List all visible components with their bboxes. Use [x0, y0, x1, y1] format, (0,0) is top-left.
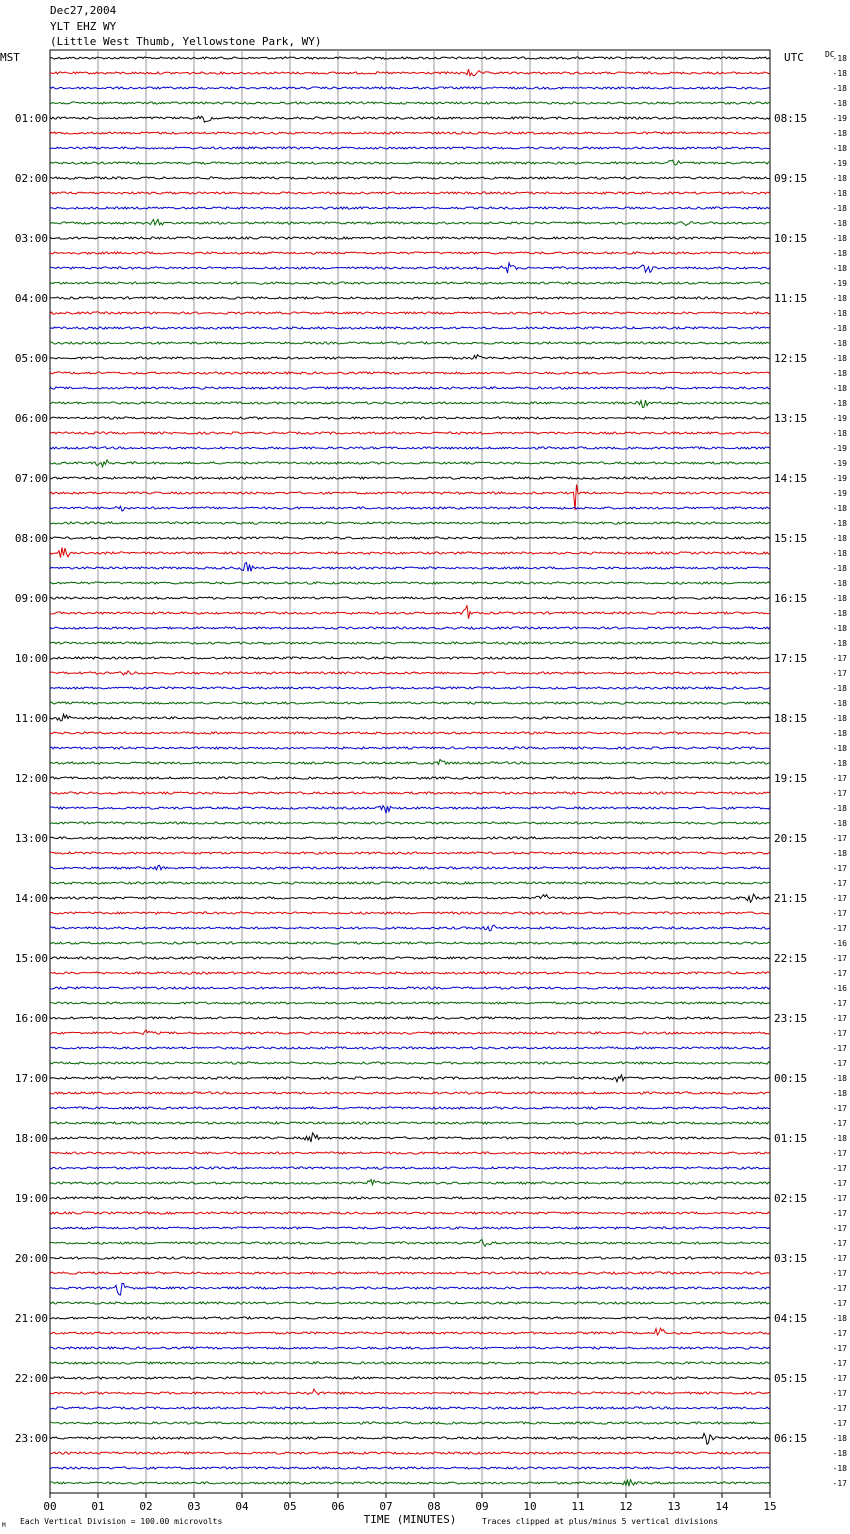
mst-hour-label: 10:00 — [14, 652, 48, 665]
seismic-trace — [50, 942, 770, 944]
seismic-trace — [50, 605, 770, 618]
dc-offset-label: -17 — [832, 1209, 847, 1218]
mst-hour-label: 15:00 — [14, 952, 48, 965]
seismic-trace — [50, 792, 770, 794]
x-tick-label: 06 — [331, 1500, 345, 1513]
seismic-trace — [50, 837, 770, 839]
seismic-trace — [50, 263, 770, 273]
seismic-trace — [50, 160, 770, 165]
seismic-trace — [50, 132, 770, 134]
seismic-trace — [50, 1389, 770, 1395]
seismic-trace — [50, 252, 770, 254]
seismic-trace — [50, 219, 770, 225]
dc-offset-label: -17 — [832, 1029, 847, 1038]
clip-note: Traces clipped at plus/minus 5 vertical divisions — [482, 1517, 719, 1526]
x-tick-label: 00 — [43, 1500, 57, 1513]
dc-offset-label: -18 — [832, 429, 847, 438]
mst-hour-label: 01:00 — [14, 112, 48, 125]
x-tick-label: 14 — [715, 1500, 729, 1513]
seismic-trace — [50, 355, 770, 360]
x-tick-label: 03 — [187, 1500, 201, 1513]
seismic-trace — [50, 563, 770, 572]
utc-hour-label: 20:15 — [774, 832, 808, 845]
seismic-trace — [50, 484, 770, 510]
seismic-trace — [50, 237, 770, 239]
seismic-trace — [50, 537, 770, 539]
utc-hour-label: 11:15 — [774, 292, 808, 305]
mst-hour-label: 08:00 — [14, 532, 48, 545]
seismic-trace — [50, 1107, 770, 1109]
mst-hour-label: 05:00 — [14, 352, 48, 365]
dc-offset-label: -18 — [832, 294, 847, 303]
x-tick-label: 09 — [475, 1500, 489, 1513]
seismic-trace — [50, 957, 770, 959]
seismic-trace — [50, 1272, 770, 1274]
dc-offset-label: -18 — [832, 1074, 847, 1083]
dc-offset-label: -17 — [832, 909, 847, 918]
dc-offset-label: -18 — [832, 354, 847, 363]
x-tick-label: 08 — [427, 1500, 441, 1513]
seismic-trace — [50, 207, 770, 209]
seismic-trace — [50, 1362, 770, 1364]
dc-offset-label: -19 — [832, 474, 847, 483]
utc-hour-label: 16:15 — [774, 592, 808, 605]
dc-offset-label: -17 — [832, 864, 847, 873]
mst-hour-label: 20:00 — [14, 1252, 48, 1265]
dc-offset-label: -17 — [832, 894, 847, 903]
seismic-trace — [50, 1433, 770, 1444]
dc-offset-label: -17 — [832, 1479, 847, 1488]
utc-hour-label: 09:15 — [774, 172, 808, 185]
mst-hour-label: 23:00 — [14, 1432, 48, 1445]
x-tick-label: 04 — [235, 1500, 249, 1513]
dc-offset-label: -17 — [832, 1239, 847, 1248]
dc-offset-label: -19 — [832, 114, 847, 123]
mst-hour-label: 17:00 — [14, 1072, 48, 1085]
x-tick-label: 15 — [763, 1500, 777, 1513]
x-tick-label: 05 — [283, 1500, 297, 1513]
seismic-trace — [50, 642, 770, 644]
seismic-trace — [50, 1480, 770, 1487]
dc-offset-label: -18 — [832, 1434, 847, 1443]
seismic-trace — [50, 1407, 770, 1409]
seismic-trace — [50, 57, 770, 59]
seismic-trace — [50, 912, 770, 914]
x-tick-label: 01 — [91, 1500, 105, 1513]
dc-offset-label: -17 — [832, 1104, 847, 1113]
seismic-trace — [50, 747, 770, 749]
utc-hour-label: 13:15 — [774, 412, 808, 425]
mst-hour-label: 13:00 — [14, 832, 48, 845]
dc-offset-label: -17 — [832, 1359, 847, 1368]
seismic-trace — [50, 1328, 770, 1335]
dc-offset-label: -18 — [832, 99, 847, 108]
dc-offset-label: -18 — [832, 339, 847, 348]
dc-offset-label: -18 — [832, 1449, 847, 1458]
dc-offset-label: -18 — [832, 714, 847, 723]
dc-offset-label: -17 — [832, 1014, 847, 1023]
dc-offset-label: -17 — [832, 924, 847, 933]
dc-offset-label: -17 — [832, 1059, 847, 1068]
dc-offset-label: -17 — [832, 1284, 847, 1293]
seismic-trace — [50, 87, 770, 89]
seismic-trace — [50, 806, 770, 814]
mst-hour-label: 16:00 — [14, 1012, 48, 1025]
dc-offset-label: -18 — [832, 534, 847, 543]
dc-offset-label: -19 — [832, 444, 847, 453]
seismic-trace — [50, 597, 770, 599]
dc-offset-label: -18 — [832, 1134, 847, 1143]
seismic-trace — [50, 1452, 770, 1454]
dc-offset-label: -17 — [832, 969, 847, 978]
seismic-trace — [50, 1240, 770, 1247]
seismic-trace — [50, 657, 770, 659]
seismic-trace — [50, 147, 770, 149]
dc-offset-label: -17 — [832, 999, 847, 1008]
dc-offset-label: -17 — [832, 1299, 847, 1308]
dc-offset-label: -19 — [832, 489, 847, 498]
seismic-trace — [50, 522, 770, 524]
mst-axis-title: MST — [0, 51, 20, 64]
dc-offset-label: -18 — [832, 1314, 847, 1323]
dc-offset-label: -17 — [832, 789, 847, 798]
utc-hour-label: 03:15 — [774, 1252, 808, 1265]
dc-offset-label: -19 — [832, 459, 847, 468]
seismic-trace — [50, 852, 770, 854]
dc-offset-label: -18 — [832, 204, 847, 213]
utc-hour-label: 12:15 — [774, 352, 808, 365]
dc-offset-label: -18 — [832, 324, 847, 333]
seismic-trace — [50, 777, 770, 779]
seismic-trace — [50, 400, 770, 407]
dc-offset-label: -18 — [832, 744, 847, 753]
seismic-trace — [50, 1302, 770, 1304]
seismic-trace — [50, 865, 770, 870]
dc-offset-label: -18 — [832, 249, 847, 258]
dc-offset-label: -17 — [832, 669, 847, 678]
dc-offset-label: -18 — [832, 594, 847, 603]
dc-offset-label: -17 — [832, 1374, 847, 1383]
scale-note: Each Vertical Division = 100.00 microvolts — [20, 1517, 223, 1526]
mst-hour-label: 11:00 — [14, 712, 48, 725]
seismic-trace — [50, 1257, 770, 1259]
dc-offset-label: -17 — [832, 1164, 847, 1173]
utc-hour-label: 06:15 — [774, 1432, 808, 1445]
dc-offset-label: -18 — [832, 234, 847, 243]
dc-offset-label: -18 — [832, 804, 847, 813]
x-tick-label: 11 — [571, 1500, 585, 1513]
dc-offset-label: -17 — [832, 1404, 847, 1413]
dc-offset-label: -18 — [832, 384, 847, 393]
x-tick-label: 02 — [139, 1500, 153, 1513]
dc-offset-label: -17 — [832, 774, 847, 783]
dc-offset-label: -18 — [832, 519, 847, 528]
utc-hour-label: 01:15 — [774, 1132, 808, 1145]
seismic-trace — [50, 627, 770, 629]
seismic-trace — [50, 327, 770, 329]
utc-hour-label: 19:15 — [774, 772, 808, 785]
seismic-trace — [50, 387, 770, 389]
mst-hour-label: 18:00 — [14, 1132, 48, 1145]
seismic-trace — [50, 1467, 770, 1469]
dc-offset-label: -18 — [832, 54, 847, 63]
dc-offset-label: -17 — [832, 954, 847, 963]
dc-offset-label: -18 — [832, 309, 847, 318]
dc-offset-label: -18 — [832, 564, 847, 573]
dc-offset-label: -18 — [832, 189, 847, 198]
utc-hour-label: 15:15 — [774, 532, 808, 545]
dc-offset-label: -18 — [832, 819, 847, 828]
seismic-trace — [50, 506, 770, 511]
dc-offset-label: -18 — [832, 1464, 847, 1473]
dc-offset-label: -16 — [832, 984, 847, 993]
dc-offset-label: -18 — [832, 129, 847, 138]
dc-offset-label: -18 — [832, 69, 847, 78]
dc-offset-label: -18 — [832, 144, 847, 153]
seismic-trace — [50, 477, 770, 479]
seismic-trace — [50, 1179, 770, 1184]
mst-hour-label: 02:00 — [14, 172, 48, 185]
mst-hour-label: 14:00 — [14, 892, 48, 905]
seismic-trace — [50, 972, 770, 974]
seismic-trace — [50, 1002, 770, 1004]
seismic-trace — [50, 925, 770, 931]
dc-offset-label: -17 — [832, 654, 847, 663]
seismic-trace — [50, 192, 770, 194]
seismic-trace — [50, 894, 770, 902]
utc-hour-label: 05:15 — [774, 1372, 808, 1385]
seismic-trace — [50, 297, 770, 299]
dc-offset-label: -18 — [832, 729, 847, 738]
seismic-trace — [50, 1133, 770, 1142]
dc-offset-label: -17 — [832, 1179, 847, 1188]
dc-offset-label: -18 — [832, 624, 847, 633]
utc-hour-label: 04:15 — [774, 1312, 808, 1325]
seismic-trace — [50, 1122, 770, 1124]
seismic-trace — [50, 1347, 770, 1349]
dc-offset-label: -17 — [832, 834, 847, 843]
seismic-trace — [50, 1017, 770, 1019]
seismic-trace — [50, 1047, 770, 1049]
utc-hour-label: 00:15 — [774, 1072, 808, 1085]
utc-hour-label: 02:15 — [774, 1192, 808, 1205]
dc-offset-label: -17 — [832, 1044, 847, 1053]
mst-hour-label: 03:00 — [14, 232, 48, 245]
seismic-trace — [50, 116, 770, 122]
mst-hour-label: 09:00 — [14, 592, 48, 605]
utc-axis-title: UTC — [784, 51, 804, 64]
seismic-trace — [50, 1283, 770, 1295]
dc-column-title: DC — [825, 50, 835, 59]
mst-hour-label: 19:00 — [14, 1192, 48, 1205]
dc-offset-label: -18 — [832, 609, 847, 618]
mst-hour-label: 12:00 — [14, 772, 48, 785]
seismic-trace — [50, 1092, 770, 1094]
station-location: (Little West Thumb, Yellowstone Park, WY) — [50, 35, 322, 48]
plot-frame — [50, 50, 770, 1493]
dc-offset-label: -17 — [832, 1269, 847, 1278]
dc-offset-label: -18 — [832, 699, 847, 708]
mst-hour-label: 21:00 — [14, 1312, 48, 1325]
seismic-trace — [50, 1422, 770, 1424]
mst-hour-label: 07:00 — [14, 472, 48, 485]
seismic-trace — [50, 372, 770, 374]
dc-offset-label: -18 — [832, 399, 847, 408]
corner-mark: M — [2, 1522, 6, 1529]
utc-hour-label: 23:15 — [774, 1012, 808, 1025]
seismic-trace — [50, 987, 770, 989]
seismic-trace — [50, 1317, 770, 1319]
seismic-trace — [50, 1227, 770, 1229]
seismic-trace — [50, 1377, 770, 1379]
station-code: YLT EHZ WY — [50, 20, 117, 33]
plot-date: Dec27,2004 — [50, 4, 117, 17]
x-tick-label: 07 — [379, 1500, 393, 1513]
seismic-trace — [50, 432, 770, 434]
seismic-trace — [50, 702, 770, 704]
dc-offset-label: -18 — [832, 369, 847, 378]
x-axis-title: TIME (MINUTES) — [363, 1513, 457, 1526]
seismic-trace — [50, 460, 770, 467]
dc-offset-label: -18 — [832, 849, 847, 858]
x-tick-label: 10 — [523, 1500, 537, 1513]
dc-offset-label: -18 — [832, 1089, 847, 1098]
seismic-trace — [50, 882, 770, 884]
dc-offset-label: -18 — [832, 639, 847, 648]
seismic-trace — [50, 687, 770, 689]
dc-offset-label: -18 — [832, 174, 847, 183]
dc-offset-label: -18 — [832, 84, 847, 93]
seismic-trace — [50, 1075, 770, 1082]
mst-hour-label: 06:00 — [14, 412, 48, 425]
seismic-trace — [50, 1197, 770, 1199]
dc-offset-label: -18 — [832, 264, 847, 273]
seismic-trace — [50, 1167, 770, 1169]
dc-offset-label: -18 — [832, 549, 847, 558]
dc-offset-label: -17 — [832, 879, 847, 888]
dc-offset-label: -19 — [832, 279, 847, 288]
utc-hour-label: 22:15 — [774, 952, 808, 965]
seismic-trace — [50, 102, 770, 104]
x-tick-label: 12 — [619, 1500, 633, 1513]
dc-offset-label: -18 — [832, 759, 847, 768]
seismic-trace — [50, 671, 770, 675]
dc-offset-label: -18 — [832, 579, 847, 588]
mst-hour-label: 04:00 — [14, 292, 48, 305]
seismic-trace — [50, 312, 770, 314]
utc-hour-label: 18:15 — [774, 712, 808, 725]
seismic-trace — [50, 714, 770, 721]
dc-offset-label: -18 — [832, 504, 847, 513]
utc-hour-label: 17:15 — [774, 652, 808, 665]
utc-hour-label: 14:15 — [774, 472, 808, 485]
dc-offset-label: -17 — [832, 1254, 847, 1263]
seismic-trace — [50, 1062, 770, 1064]
dc-offset-label: -16 — [832, 939, 847, 948]
dc-offset-label: -18 — [832, 684, 847, 693]
dc-offset-label: -17 — [832, 1149, 847, 1158]
utc-hour-label: 08:15 — [774, 112, 808, 125]
seismic-trace — [50, 1212, 770, 1214]
seismic-trace — [50, 417, 770, 419]
dc-offset-label: -17 — [832, 1329, 847, 1338]
dc-offset-label: -17 — [832, 1344, 847, 1353]
seismic-trace — [50, 759, 770, 764]
utc-hour-label: 10:15 — [774, 232, 808, 245]
dc-offset-label: -17 — [832, 1194, 847, 1203]
seismic-trace — [50, 822, 770, 824]
seismic-trace — [50, 447, 770, 449]
utc-hour-label: 21:15 — [774, 892, 808, 905]
dc-offset-label: -19 — [832, 414, 847, 423]
seismic-trace — [50, 1030, 770, 1035]
dc-offset-label: -17 — [832, 1224, 847, 1233]
seismic-trace — [50, 732, 770, 734]
x-tick-label: 13 — [667, 1500, 681, 1513]
dc-offset-label: -18 — [832, 219, 847, 228]
dc-offset-label: -17 — [832, 1119, 847, 1128]
seismic-trace — [50, 1152, 770, 1154]
seismic-trace — [50, 282, 770, 284]
seismic-trace — [50, 582, 770, 584]
seismic-trace — [50, 177, 770, 179]
mst-hour-label: 22:00 — [14, 1372, 48, 1385]
seismic-trace — [50, 548, 770, 558]
seismic-trace — [50, 342, 770, 344]
dc-offset-label: -19 — [832, 159, 847, 168]
dc-offset-label: -17 — [832, 1419, 847, 1428]
seismic-trace — [50, 69, 770, 76]
dc-offset-label: -17 — [832, 1389, 847, 1398]
